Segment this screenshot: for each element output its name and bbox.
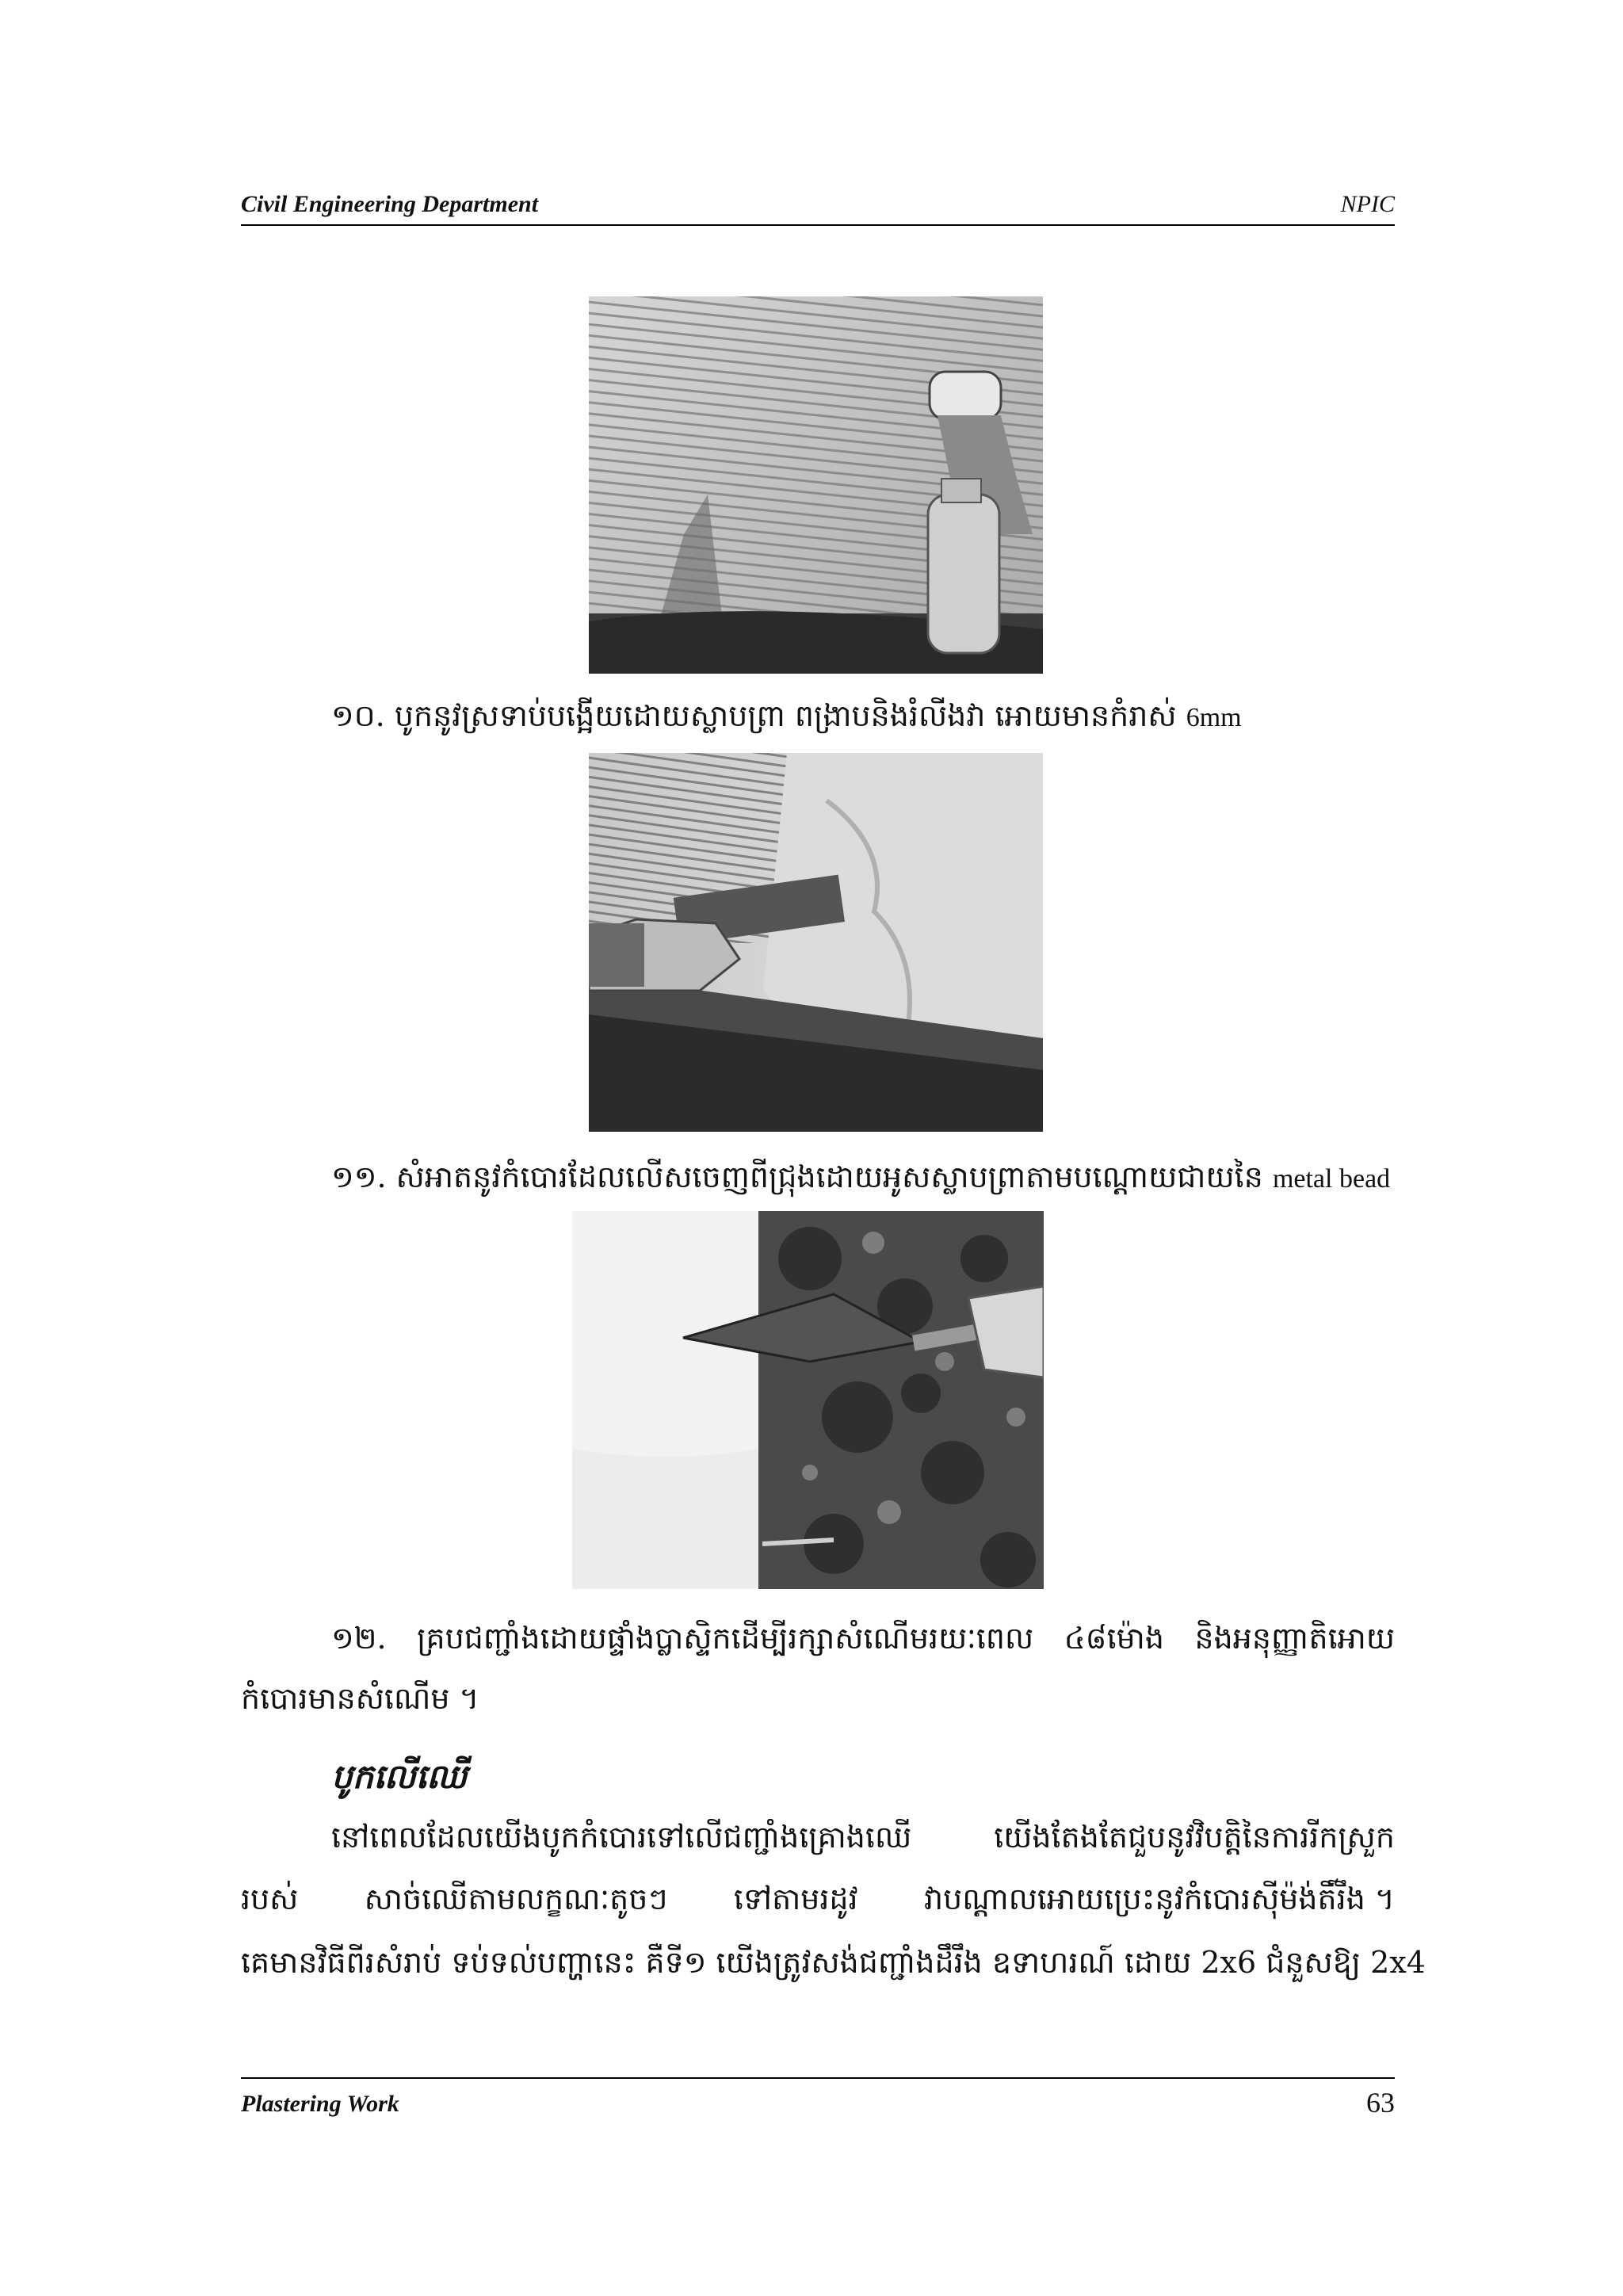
step-12-duration: ៤៨ម៉ោង: [1064, 1621, 1164, 1656]
section-line-1: [241, 1820, 1395, 1855]
page-number: 63: [1366, 2087, 1395, 2118]
section-line-1-part-a: នៅពេលដែលយើងបូកកំបោរទៅលើជញ្ជាំងគ្រោងឈើ: [331, 1820, 912, 1855]
figure-11-caption-term: metal bead: [1272, 1164, 1391, 1194]
step-12-text-b: និងអនុញ្ញាតិអោយ: [1194, 1621, 1395, 1656]
section-line-2-part-d: វាបណ្តាលអោយប្រេះនូវកំបោរស៊ីម៉ង់តិ៍រឹង ។: [924, 1881, 1395, 1916]
photo-spraying-scratch-coat: [589, 296, 1043, 674]
footer-rule: [241, 2077, 1395, 2079]
photo-cleaning-metal-bead: [589, 753, 1043, 1132]
section-line-2-part-a: របស់: [241, 1881, 299, 1916]
footer-chapter: Plastering Work: [241, 2091, 399, 2117]
section-line-1-part-b: យើងតែងតែជួបនូវវិបត្តិនៃការរីកស្រួក: [994, 1820, 1395, 1855]
section-line-2: [241, 1881, 1395, 1916]
section-line-2-part-b: សាច់ឈើតាមលក្ខណៈតូចៗ: [364, 1881, 668, 1916]
header-rule: [241, 224, 1395, 226]
figure-10-caption-kh: ១០. បូកនូវស្រទាប់បង្អើយដោយស្លាបព្រា ពង្រាបនិងរំលីងវា អោយមានកំរាស់: [331, 698, 1177, 733]
section-paragraph: [241, 1820, 1426, 2012]
section-line-3: គេមានវិធីពីរសំរាប់ ទប់ទល់បញ្ហានេះ គឺទី១ យើងត្រូវសង់ជញ្ជាំងដឹរឹង ឧទាហរណ៍ ដោយ 2x6 ជំនួសឱ្យ 2x4: [241, 1945, 1426, 1980]
step-12-text-a: គ្របជញ្ជាំងដោយផ្ទាំងប្លាស្ទិកដើម្បីរក្សាសំណើមរយៈពេល: [417, 1621, 1034, 1656]
step-12-line-2: កំបោរមានសំណើម ។: [241, 1681, 479, 1716]
photo-troweling-edge: [572, 1211, 1044, 1589]
header-institution: NPIC: [1340, 191, 1395, 217]
page-footer: [241, 2086, 1395, 2118]
figure-11-caption: [331, 1159, 1391, 1194]
header-department: Civil Engineering Department: [241, 191, 539, 217]
section-heading: បូកលើឈើ: [331, 1757, 468, 1796]
section-line-2-part-c: ទៅតាមរដូវ: [733, 1881, 858, 1916]
step-12-number: ១២.: [331, 1621, 387, 1656]
step-12-paragraph: [241, 1623, 1395, 1718]
step-12-line-1: [241, 1621, 1395, 1656]
page-header: [241, 191, 1395, 223]
figure-10-caption: [331, 698, 1242, 733]
figure-11-caption-kh: ១១. សំអាតនូវកំបោរដែលលើសចេញពីជ្រុងដោយអូសស្លាបព្រាតាមបណ្តោយជាយនៃ: [331, 1159, 1263, 1194]
figure-10-caption-unit: 6mm: [1186, 703, 1242, 732]
